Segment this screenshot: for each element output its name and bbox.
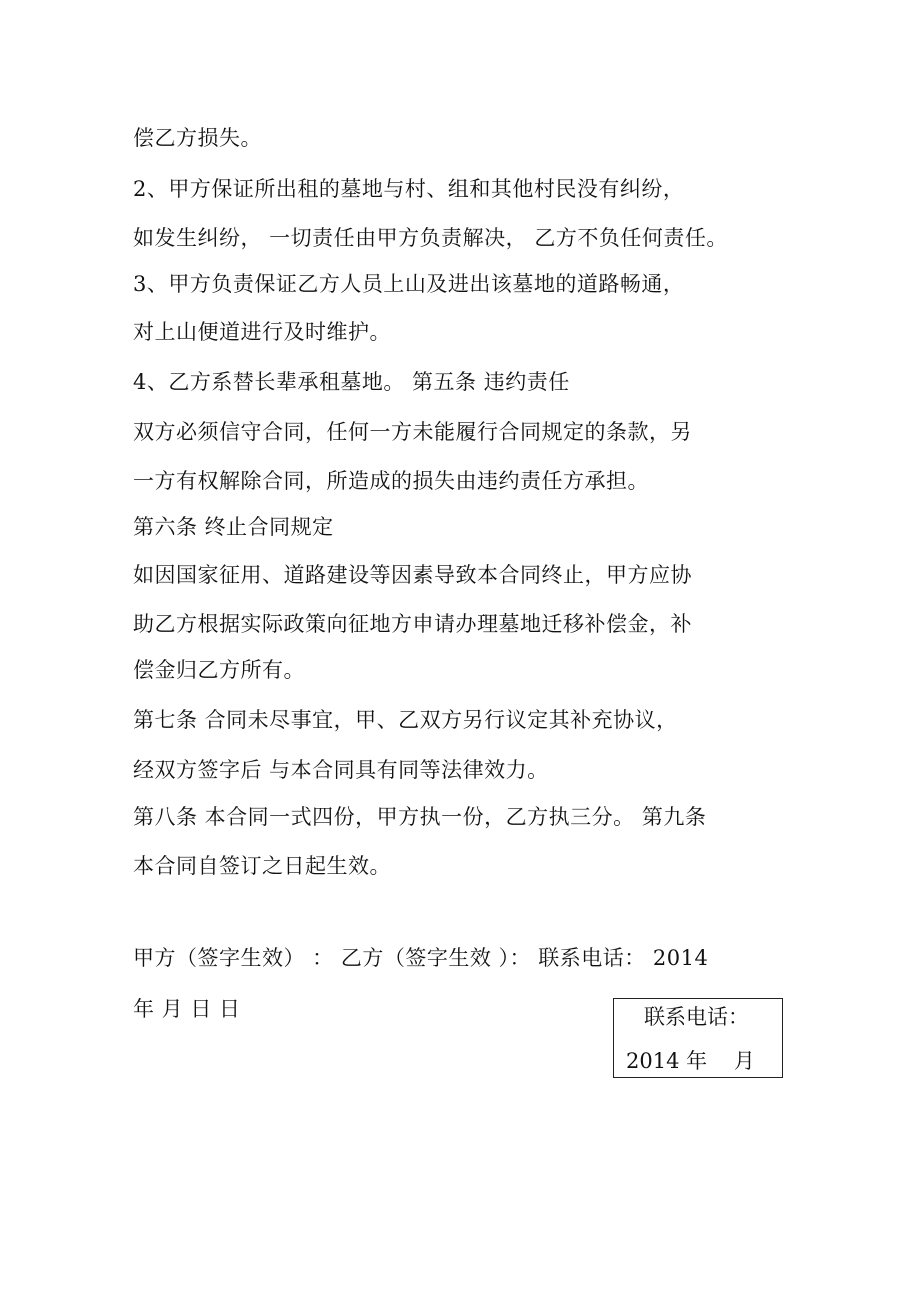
text-line-5: 对上山便道进行及时维护。 [133, 320, 391, 344]
text-line-13: 第七条 合同未尽事宜，甲、乙双方另行议定其补充协议， [133, 708, 678, 732]
text-line-2: 2、甲方保证所出租的墓地与村、组和其他村民没有纠纷， [133, 177, 685, 201]
text-line-8: 一方有权解除合同，所造成的损失由违约责任方承担。 [133, 469, 649, 493]
text-line-14: 经双方签字后 与本合同具有同等法律效力。 [133, 758, 549, 782]
text-line-4: 3、甲方负责保证乙方人员上山及进出该墓地的道路畅通， [133, 272, 685, 296]
text-line-15: 第八条 本合同一式四份，甲方执一份，乙方执三分。 第九条 [133, 805, 707, 829]
box-date: 2014 年 月 [626, 1049, 755, 1073]
text-line-6: 4、乙方系替长辈承租墓地。 第五条 违约责任 [133, 370, 570, 394]
text-line-12: 偿金归乙方所有。 [133, 658, 305, 682]
date-line: 年 月 日 日 [133, 997, 241, 1021]
contact-box [613, 998, 783, 1078]
text-line-1: 偿乙方损失。 [133, 126, 262, 150]
text-line-9: 第六条 终止合同规定 [133, 515, 334, 539]
text-line-11: 助乙方根据实际政策向征地方申请办理墓地迁移补偿金，补 [133, 612, 692, 636]
text-line-3: 如发生纠纷， 一切责任由甲方负责解决， 乙方不负任何责任。 [133, 226, 728, 250]
text-line-10: 如因国家征用、道路建设等因素导致本合同终止，甲方应协 [133, 563, 692, 587]
signature-line: 甲方（签字生效） ： 乙方（签字生效 ）： 联系电话： 2014 [133, 946, 709, 970]
text-line-16: 本合同自签订之日起生效。 [133, 854, 391, 878]
text-line-7: 双方必须信守合同，任何一方未能履行合同规定的条款，另 [133, 420, 692, 444]
contact-label: 联系电话： [644, 1005, 749, 1029]
